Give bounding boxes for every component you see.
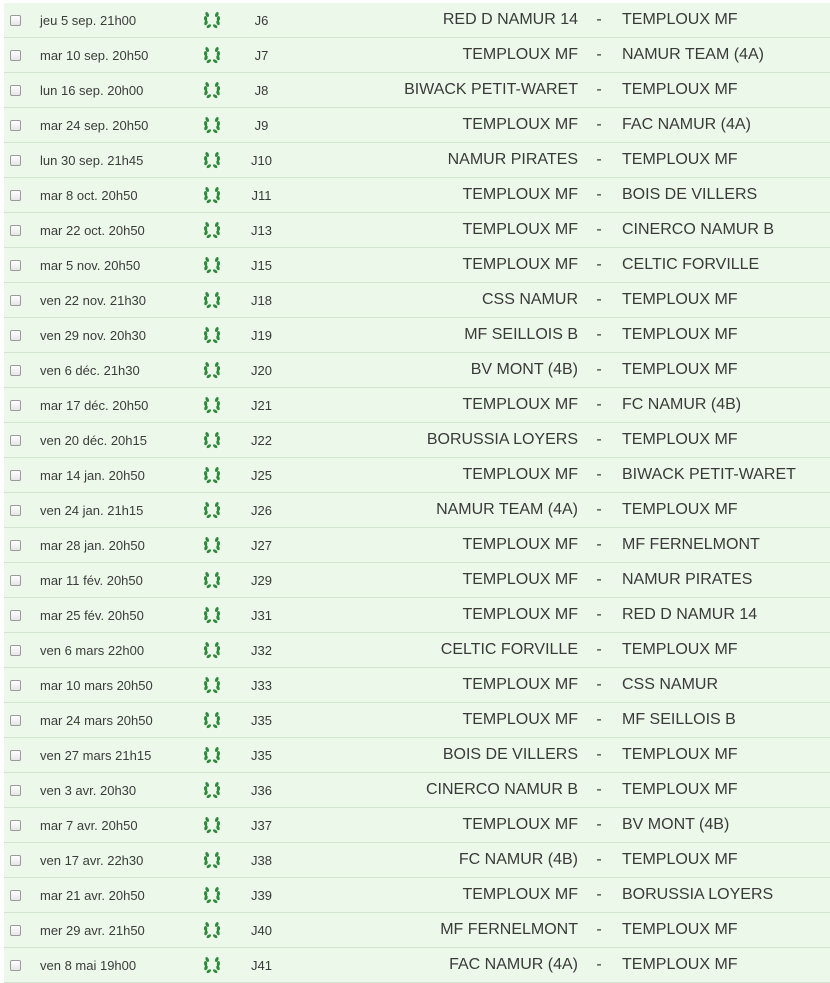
match-row[interactable] — [4, 458, 830, 493]
match-date: ven 6 déc. 21h30 — [40, 362, 140, 378]
away-team: TEMPLOUX MF — [622, 326, 738, 343]
home-team: CELTIC FORVILLE — [440, 641, 578, 658]
row-checkbox[interactable] — [10, 750, 21, 761]
match-round: J13 — [251, 222, 272, 238]
match-round: J36 — [251, 782, 272, 798]
row-checkbox-cell[interactable] — [8, 38, 22, 72]
match-date: mar 25 fév. 20h50 — [40, 607, 144, 623]
match-row[interactable] — [4, 598, 830, 633]
match-date: ven 20 déc. 20h15 — [40, 432, 147, 448]
row-checkbox-cell[interactable] — [8, 423, 22, 457]
row-checkbox[interactable] — [10, 435, 21, 446]
match-row[interactable] — [4, 633, 830, 668]
away-team: NAMUR TEAM (4A) — [622, 46, 764, 63]
row-checkbox[interactable] — [10, 365, 21, 376]
match-round: J33 — [251, 677, 272, 693]
row-checkbox[interactable] — [10, 190, 21, 201]
match-round: J21 — [251, 397, 272, 413]
team-separator: - — [596, 396, 602, 413]
match-date: mar 17 déc. 20h50 — [40, 397, 149, 413]
away-team: CSS NAMUR — [622, 676, 719, 693]
match-date: mar 24 mars 20h50 — [40, 712, 153, 728]
laurel-wreath-icon — [202, 703, 222, 737]
match-row[interactable] — [4, 353, 830, 388]
row-checkbox[interactable] — [10, 330, 21, 341]
team-separator: - — [596, 11, 602, 28]
team-separator: - — [596, 116, 602, 133]
home-team: TEMPLOUX MF — [462, 886, 578, 903]
row-checkbox-cell[interactable] — [8, 598, 22, 632]
match-row[interactable] — [4, 493, 830, 528]
row-checkbox[interactable] — [10, 645, 21, 656]
row-checkbox-cell[interactable] — [8, 668, 22, 702]
laurel-wreath-icon — [202, 843, 222, 877]
match-round: J35 — [251, 747, 272, 763]
laurel-wreath-icon — [202, 353, 222, 387]
row-checkbox[interactable] — [10, 575, 21, 586]
laurel-wreath-icon — [202, 773, 222, 807]
row-checkbox-cell[interactable] — [8, 283, 22, 317]
match-round: J31 — [251, 607, 272, 623]
match-row[interactable] — [4, 38, 830, 73]
laurel-wreath-icon — [202, 248, 222, 282]
away-team: TEMPLOUX MF — [622, 851, 738, 868]
match-row[interactable] — [4, 3, 830, 38]
team-separator: - — [596, 921, 602, 938]
team-separator: - — [596, 606, 602, 623]
match-date: mar 21 avr. 20h50 — [40, 887, 145, 903]
match-round: J19 — [251, 327, 272, 343]
laurel-wreath-icon — [202, 563, 222, 597]
match-round: J39 — [251, 887, 272, 903]
team-separator: - — [596, 46, 602, 63]
laurel-wreath-icon — [202, 598, 222, 632]
team-separator: - — [596, 186, 602, 203]
row-checkbox-cell[interactable] — [8, 458, 22, 492]
row-checkbox[interactable] — [10, 925, 21, 936]
match-round: J26 — [251, 502, 272, 518]
team-separator: - — [596, 571, 602, 588]
row-checkbox-cell[interactable] — [8, 3, 22, 37]
away-team: BOIS DE VILLERS — [622, 186, 758, 203]
away-team: TEMPLOUX MF — [622, 81, 738, 98]
match-date: mar 7 avr. 20h50 — [40, 817, 138, 833]
laurel-wreath-icon — [202, 668, 222, 702]
match-row[interactable] — [4, 878, 830, 913]
home-team: TEMPLOUX MF — [462, 46, 578, 63]
away-team: BV MONT (4B) — [622, 816, 730, 833]
match-row[interactable] — [4, 213, 830, 248]
team-separator: - — [596, 711, 602, 728]
away-team: NAMUR PIRATES — [622, 571, 753, 588]
match-row[interactable] — [4, 283, 830, 318]
match-row[interactable] — [4, 178, 830, 213]
away-team: TEMPLOUX MF — [622, 361, 738, 378]
match-date: mar 11 fév. 20h50 — [40, 572, 143, 588]
row-checkbox-cell[interactable] — [8, 73, 22, 107]
away-team: RED D NAMUR 14 — [622, 606, 758, 623]
laurel-wreath-icon — [202, 3, 222, 37]
match-round: J29 — [251, 572, 272, 588]
home-team: BOIS DE VILLERS — [442, 746, 578, 763]
away-team: TEMPLOUX MF — [622, 431, 738, 448]
match-date: lun 30 sep. 21h45 — [40, 152, 144, 168]
row-checkbox[interactable] — [10, 785, 21, 796]
match-date: ven 3 avr. 20h30 — [40, 782, 137, 798]
row-checkbox[interactable] — [10, 680, 21, 691]
match-row[interactable] — [4, 843, 830, 878]
home-team: TEMPLOUX MF — [462, 396, 578, 413]
match-round: J38 — [251, 852, 272, 868]
row-checkbox-cell[interactable] — [8, 738, 22, 772]
match-row[interactable] — [4, 703, 830, 738]
away-team: TEMPLOUX MF — [622, 151, 738, 168]
row-checkbox[interactable] — [10, 960, 21, 971]
away-team: MF FERNELMONT — [622, 536, 760, 553]
home-team: TEMPLOUX MF — [462, 466, 578, 483]
row-checkbox[interactable] — [10, 400, 21, 411]
row-checkbox[interactable] — [10, 85, 21, 96]
laurel-wreath-icon — [202, 108, 222, 142]
home-team: TEMPLOUX MF — [462, 606, 578, 623]
laurel-wreath-icon — [202, 213, 222, 247]
team-separator: - — [596, 81, 602, 98]
row-checkbox-cell[interactable] — [8, 913, 22, 947]
home-team: CSS NAMUR — [481, 291, 578, 308]
team-separator: - — [596, 466, 602, 483]
home-team: TEMPLOUX MF — [462, 676, 578, 693]
match-round: J40 — [251, 922, 272, 938]
team-separator: - — [596, 956, 602, 973]
match-row[interactable] — [4, 738, 830, 773]
match-row[interactable] — [4, 808, 830, 843]
match-date: mar 24 sep. 20h50 — [40, 117, 149, 133]
match-date: ven 22 nov. 21h30 — [40, 292, 147, 308]
home-team: TEMPLOUX MF — [462, 221, 578, 238]
home-team: NAMUR PIRATES — [447, 151, 578, 168]
home-team: BORUSSIA LOYERS — [426, 431, 578, 448]
match-date: mar 22 oct. 20h50 — [40, 222, 145, 238]
laurel-wreath-icon — [202, 948, 222, 982]
match-round: J41 — [251, 957, 272, 973]
match-row[interactable] — [4, 388, 830, 423]
row-checkbox[interactable] — [10, 260, 21, 271]
laurel-wreath-icon — [202, 808, 222, 842]
laurel-wreath-icon — [202, 423, 222, 457]
home-team: TEMPLOUX MF — [462, 186, 578, 203]
match-round: J15 — [251, 257, 272, 273]
match-date: lun 16 sep. 20h00 — [40, 82, 144, 98]
team-separator: - — [596, 886, 602, 903]
row-checkbox[interactable] — [10, 15, 21, 26]
away-team: TEMPLOUX MF — [622, 956, 738, 973]
match-round: J18 — [251, 292, 272, 308]
row-checkbox-cell[interactable] — [8, 493, 22, 527]
team-separator: - — [596, 256, 602, 273]
row-checkbox-cell[interactable] — [8, 318, 22, 352]
row-checkbox-cell[interactable] — [8, 178, 22, 212]
match-date: ven 8 mai 19h00 — [40, 957, 137, 973]
match-round: J11 — [251, 187, 272, 203]
home-team: TEMPLOUX MF — [462, 256, 578, 273]
match-list — [4, 3, 830, 983]
row-checkbox[interactable] — [10, 225, 21, 236]
home-team: CINERCO NAMUR B — [425, 781, 578, 798]
match-row[interactable] — [4, 913, 830, 948]
row-checkbox-cell[interactable] — [8, 773, 22, 807]
match-date: mar 28 jan. 20h50 — [40, 537, 145, 553]
match-row[interactable] — [4, 528, 830, 563]
home-team: RED D NAMUR 14 — [442, 11, 578, 28]
match-row[interactable] — [4, 73, 830, 108]
team-separator: - — [596, 151, 602, 168]
laurel-wreath-icon — [202, 73, 222, 107]
row-checkbox-cell[interactable] — [8, 108, 22, 142]
row-checkbox-cell[interactable] — [8, 388, 22, 422]
home-team: BIWACK PETIT-WARET — [404, 81, 578, 98]
row-checkbox[interactable] — [10, 855, 21, 866]
away-team: TEMPLOUX MF — [622, 781, 738, 798]
team-separator: - — [596, 536, 602, 553]
laurel-wreath-icon — [202, 878, 222, 912]
match-round: J32 — [251, 642, 272, 658]
row-checkbox[interactable] — [10, 505, 21, 516]
team-separator: - — [596, 291, 602, 308]
match-row[interactable] — [4, 948, 830, 983]
team-separator: - — [596, 641, 602, 658]
team-separator: - — [596, 851, 602, 868]
away-team: TEMPLOUX MF — [622, 746, 738, 763]
row-checkbox[interactable] — [10, 50, 21, 61]
match-row[interactable] — [4, 773, 830, 808]
away-team: CINERCO NAMUR B — [622, 221, 775, 238]
match-date: mar 8 oct. 20h50 — [40, 187, 138, 203]
row-checkbox-cell[interactable] — [8, 843, 22, 877]
home-team: FC NAMUR (4B) — [458, 851, 578, 868]
team-separator: - — [596, 676, 602, 693]
laurel-wreath-icon — [202, 528, 222, 562]
laurel-wreath-icon — [202, 458, 222, 492]
row-checkbox-cell[interactable] — [8, 563, 22, 597]
match-date: mer 29 avr. 21h50 — [40, 922, 145, 938]
team-separator: - — [596, 746, 602, 763]
team-separator: - — [596, 816, 602, 833]
laurel-wreath-icon — [202, 493, 222, 527]
match-date: mar 5 nov. 20h50 — [40, 257, 141, 273]
row-checkbox-cell[interactable] — [8, 143, 22, 177]
away-team: FC NAMUR (4B) — [622, 396, 742, 413]
team-separator: - — [596, 361, 602, 378]
row-checkbox[interactable] — [10, 540, 21, 551]
match-row[interactable] — [4, 423, 830, 458]
away-team: BIWACK PETIT-WARET — [622, 466, 796, 483]
match-row[interactable] — [4, 318, 830, 353]
home-team: FAC NAMUR (4A) — [449, 956, 578, 973]
team-separator: - — [596, 781, 602, 798]
match-round: J7 — [254, 47, 269, 63]
team-separator: - — [596, 221, 602, 238]
match-date: jeu 5 sep. 21h00 — [40, 12, 137, 28]
laurel-wreath-icon — [202, 318, 222, 352]
home-team: MF SEILLOIS B — [464, 326, 578, 343]
match-round: J37 — [251, 817, 272, 833]
match-round: J22 — [251, 432, 272, 448]
match-date: mar 14 jan. 20h50 — [40, 467, 145, 483]
team-separator: - — [596, 326, 602, 343]
home-team: NAMUR TEAM (4A) — [436, 501, 578, 518]
match-row[interactable] — [4, 248, 830, 283]
away-team: TEMPLOUX MF — [622, 11, 738, 28]
match-date: ven 6 mars 22h00 — [40, 642, 145, 658]
match-round: J10 — [251, 152, 272, 168]
match-round: J27 — [251, 537, 272, 553]
row-checkbox-cell[interactable] — [8, 878, 22, 912]
row-checkbox-cell[interactable] — [8, 353, 22, 387]
home-team: BV MONT (4B) — [470, 361, 578, 378]
away-team: BORUSSIA LOYERS — [622, 886, 774, 903]
match-row[interactable] — [4, 668, 830, 703]
laurel-wreath-icon — [202, 738, 222, 772]
home-team: TEMPLOUX MF — [462, 571, 578, 588]
away-team: FAC NAMUR (4A) — [622, 116, 751, 133]
laurel-wreath-icon — [202, 283, 222, 317]
row-checkbox[interactable] — [10, 715, 21, 726]
match-date: ven 29 nov. 20h30 — [40, 327, 147, 343]
match-date: ven 17 avr. 22h30 — [40, 852, 144, 868]
match-row[interactable] — [4, 563, 830, 598]
laurel-wreath-icon — [202, 913, 222, 947]
home-team: TEMPLOUX MF — [462, 711, 578, 728]
away-team: MF SEILLOIS B — [622, 711, 736, 728]
match-date: mar 10 mars 20h50 — [40, 677, 153, 693]
row-checkbox[interactable] — [10, 820, 21, 831]
home-team: MF FERNELMONT — [440, 921, 578, 938]
home-team: TEMPLOUX MF — [462, 536, 578, 553]
team-separator: - — [596, 431, 602, 448]
match-round: J35 — [251, 712, 272, 728]
row-checkbox-cell[interactable] — [8, 248, 22, 282]
match-round: J8 — [254, 82, 269, 98]
row-checkbox-cell[interactable] — [8, 213, 22, 247]
match-date: ven 27 mars 21h15 — [40, 747, 152, 763]
row-checkbox-cell[interactable] — [8, 948, 22, 982]
row-checkbox-cell[interactable] — [8, 528, 22, 562]
match-date: mar 10 sep. 20h50 — [40, 47, 149, 63]
laurel-wreath-icon — [202, 38, 222, 72]
laurel-wreath-icon — [202, 143, 222, 177]
row-checkbox-cell[interactable] — [8, 633, 22, 667]
team-separator: - — [596, 501, 602, 518]
match-row[interactable] — [4, 108, 830, 143]
match-round: J9 — [254, 117, 269, 133]
row-checkbox[interactable] — [10, 295, 21, 306]
away-team: TEMPLOUX MF — [622, 501, 738, 518]
match-round: J25 — [251, 467, 272, 483]
row-checkbox[interactable] — [10, 155, 21, 166]
home-team: TEMPLOUX MF — [462, 116, 578, 133]
row-checkbox-cell[interactable] — [8, 808, 22, 842]
home-team: TEMPLOUX MF — [462, 816, 578, 833]
laurel-wreath-icon — [202, 633, 222, 667]
row-checkbox[interactable] — [10, 470, 21, 481]
away-team: TEMPLOUX MF — [622, 641, 738, 658]
away-team: TEMPLOUX MF — [622, 291, 738, 308]
laurel-wreath-icon — [202, 178, 222, 212]
row-checkbox[interactable] — [10, 120, 21, 131]
match-round: J20 — [251, 362, 272, 378]
match-round: J6 — [254, 12, 269, 28]
away-team: TEMPLOUX MF — [622, 921, 738, 938]
row-checkbox[interactable] — [10, 890, 21, 901]
row-checkbox[interactable] — [10, 610, 21, 621]
away-team: CELTIC FORVILLE — [622, 256, 760, 273]
match-date: ven 24 jan. 21h15 — [40, 502, 144, 518]
match-row[interactable] — [4, 143, 830, 178]
laurel-wreath-icon — [202, 388, 222, 422]
row-checkbox-cell[interactable] — [8, 703, 22, 737]
